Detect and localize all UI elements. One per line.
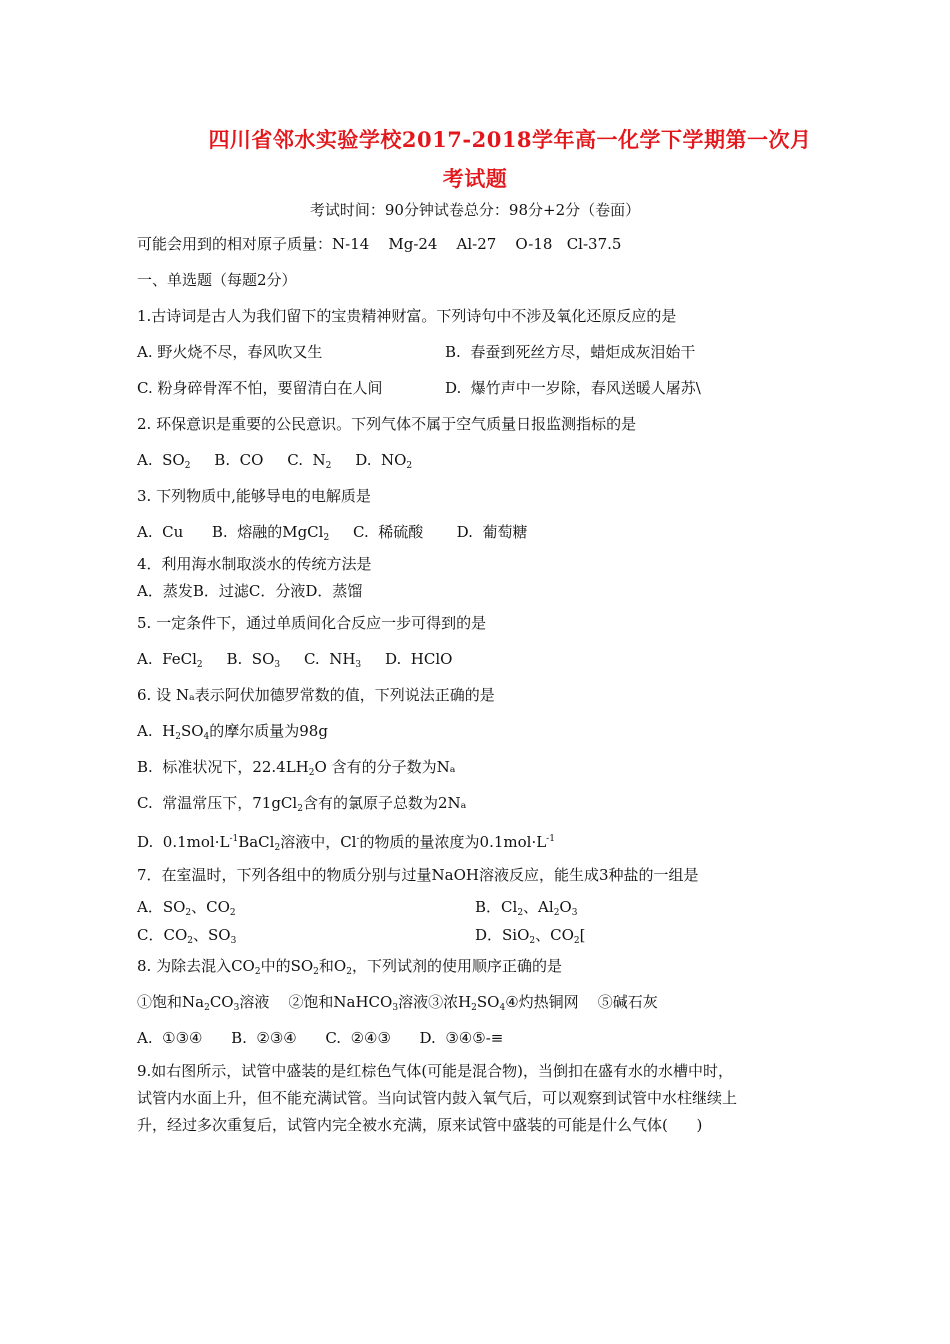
- q6-option-b: B. 标准状况下，$22.4LH_2O$ 含有的分子数为Nₐ: [137, 758, 456, 778]
- question-1: 1.古诗词是古人为我们留下的宝贵精神财富。下列诗句中不涉及氧化还原反应的是: [137, 307, 677, 325]
- question-6: 6. 设 Nₐ表示阿伏加德罗常数的值，下列说法正确的是: [137, 686, 495, 704]
- q3-options: A. Cu B. 熔融的MgCl$_2$ C. 稀硫酸 D. 葡萄糖: [137, 523, 528, 543]
- exam-title-line1: 四川省邻水实验学校2017-2018学年高一化学下学期第一次月: [208, 127, 812, 152]
- question-2: 2. 环保意识是重要的公民意识。下列气体不属于空气质量日报监测指标的是: [137, 415, 637, 433]
- question-3: 3. 下列物质中,能够导电的电解质是: [137, 487, 371, 505]
- q6-option-a: A. $H_2SO_4$的摩尔质量为98g: [137, 722, 328, 742]
- question-9-line1: 9.如右图所示，试管中盛装的是红棕色气体(可能是混合物)，当倒扣在盛有水的水槽中时，: [137, 1062, 734, 1080]
- q1-option-b: B. 春蚕到死丝方尽，蜡炬成灰泪始干: [445, 343, 696, 361]
- q1-option-c: C. 粉身碎骨浑不怕，要留清白在人间: [137, 379, 383, 397]
- q1-option-a: A. 野火烧不尽，春风吹又生: [137, 343, 323, 361]
- q7-option-c: C．$CO_2$、$SO_3$: [137, 926, 237, 946]
- q5-options: A. FeCl$_2$ B. $SO_3$ C. $NH_3$ D. HClO: [137, 650, 453, 670]
- q6-option-d: D. $0.1mol\cdot L^{-1}BaCl_2$溶液中，Cl-的物质的量浓度为$0.1mol\cdot L^{-1}$: [137, 833, 555, 853]
- q8-reagents: ①饱和$Na_2CO_3$溶液 ②饱和NaHCO$_3$溶液③浓$H_2SO_4④$灼热铜网 ⑤碱石灰: [137, 993, 658, 1013]
- q6-option-c: C. 常温常压下，71gCl$_2$含有的氯原子总数为2Nₐ: [137, 794, 467, 814]
- q4-options: A．蒸发B．过滤C．分液D．蒸馏: [137, 582, 363, 600]
- question-7: 7．在室温时，下列各组中的物质分别与过量NaOH溶液反应，能生成3种盐的一组是: [137, 866, 699, 884]
- q7-option-a: A．$SO_2$、$CO_2$: [137, 898, 236, 918]
- exam-info: 考试时间：90分钟试卷总分：98分+2分（卷面）: [309, 201, 641, 219]
- atomic-mass-line: 可能会用到的相对原子质量：N-14 Mg-24 Al-27 O-18 Cl-37.5: [137, 235, 622, 253]
- question-8: 8. 为除去混入$CO_2$中的$SO_2$和$O_2$，下列试剂的使用顺序正确的是: [137, 957, 562, 977]
- q2-options: A. $SO_2$ B. CO C. $N_2$ D. $NO_2$: [137, 451, 413, 471]
- q7-option-d: D．SiO$_2$、$CO_2$[: [475, 926, 586, 946]
- exam-title-line2: 考试题: [442, 166, 508, 191]
- question-5: 5. 一定条件下，通过单质间化合反应一步可得到的是: [137, 614, 487, 632]
- q1-option-d: D. 爆竹声中一岁除，春风送暖人屠苏\: [445, 379, 701, 397]
- section-heading: 一、单选题（每题2分）: [137, 271, 297, 289]
- question-9-line3: 升，经过多次重复后，试管内完全被水充满，原来试管中盛装的可能是什么气体( ): [137, 1116, 703, 1134]
- question-9-line2: 试管内水面上升，但不能充满试管。当向试管内鼓入氧气后，可以观察到试管中水柱继续上: [137, 1089, 738, 1107]
- q7-option-b: B．$Cl_2$、$Al_2O_3$: [475, 898, 578, 918]
- question-4: 4．利用海水制取淡水的传统方法是: [137, 555, 372, 573]
- q8-options: A. ①③④ B. ②③④ C. ②④③ D. ③④⑤-≡: [137, 1029, 504, 1047]
